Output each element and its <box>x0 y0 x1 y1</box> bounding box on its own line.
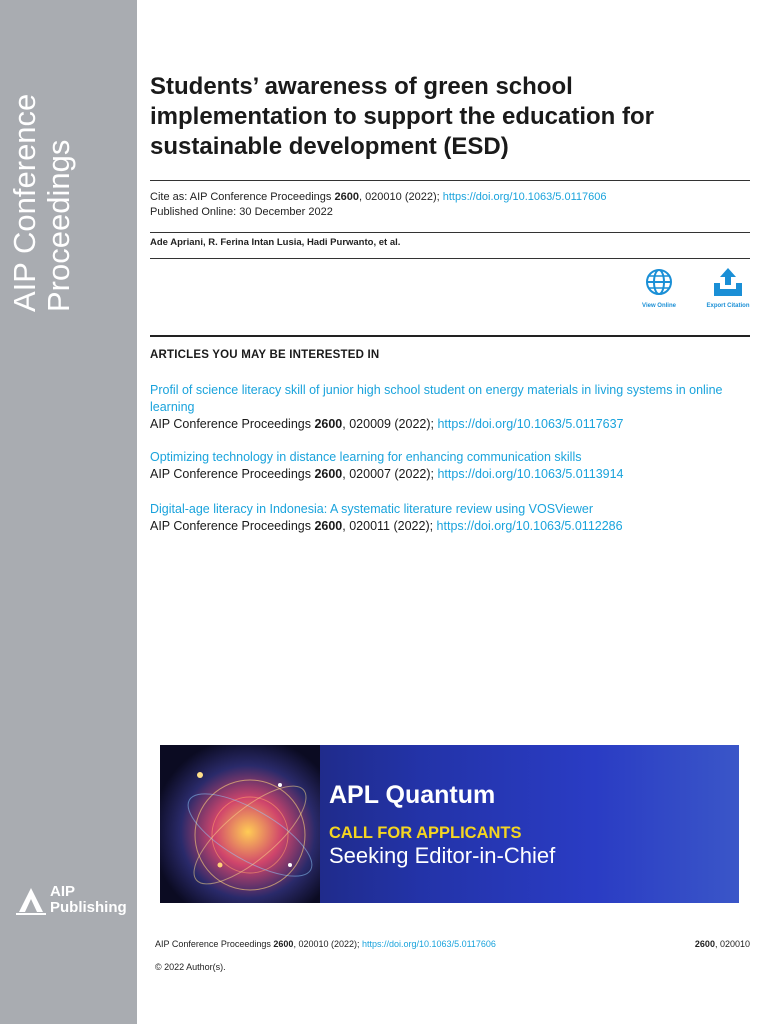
journal-sidebar <box>0 0 137 1024</box>
published-date: Published Online: 30 December 2022 <box>150 206 333 218</box>
divider <box>150 232 750 233</box>
advertisement-banner[interactable] <box>160 745 739 903</box>
copyright: © 2022 Author(s). <box>155 962 226 972</box>
cite-volume: 2600 <box>314 417 343 431</box>
cite-prefix: AIP Conference Proceedings <box>150 467 315 481</box>
cite-volume: 2600 <box>314 519 343 533</box>
footer-page-id <box>695 939 750 949</box>
cite-suffix: , 020007 (2022); <box>342 467 438 481</box>
journal-name-line2: Proceedings <box>41 139 76 312</box>
cite-suffix: , 020011 (2022); <box>342 519 437 533</box>
journal-name <box>8 42 76 312</box>
cite-volume: 2600 <box>314 467 343 481</box>
article-title: Students’ awareness of green school implementation to support the education for sustainable development (ESD) <box>150 73 654 160</box>
cite-suffix: , 020010 (2022); <box>358 191 443 203</box>
footer-volume: 2600 <box>694 939 715 949</box>
cite-volume: 2600 <box>273 939 294 949</box>
banner-journal: APL Quantum <box>329 781 496 809</box>
related-article-doi-link[interactable]: https://doi.org/10.1063/5.0117637 <box>437 417 624 431</box>
banner-call: CALL FOR APPLICANTS <box>329 824 522 842</box>
cite-prefix: Cite as: AIP Conference Proceedings <box>150 191 335 203</box>
related-article-title[interactable]: Profil of science literacy skill of junior high school student on energy materials in living systems in online learning <box>150 383 723 414</box>
related-article <box>150 501 750 535</box>
cite-suffix: , 020009 (2022); <box>342 417 438 431</box>
export-citation-button[interactable] <box>698 267 758 309</box>
cite-prefix: AIP Conference Proceedings <box>150 417 315 431</box>
related-article-doi-link[interactable]: https://doi.org/10.1063/5.0112286 <box>436 519 623 533</box>
aip-logo-icon <box>16 886 46 916</box>
divider <box>150 258 750 259</box>
cite-prefix: AIP Conference Proceedings <box>150 519 315 533</box>
divider <box>150 335 750 337</box>
cite-as <box>150 190 606 205</box>
related-article-title[interactable]: Digital-age literacy in Indonesia: A systematic literature review using VOSViewer <box>150 502 594 516</box>
view-online-button[interactable] <box>629 267 689 309</box>
export-icon <box>712 267 744 297</box>
cite-suffix: , 020010 (2022); <box>293 939 362 949</box>
publisher-line2: Publishing <box>50 899 127 916</box>
footer-citation <box>155 939 496 949</box>
quantum-art-image <box>160 745 320 903</box>
related-articles-heading: ARTICLES YOU MAY BE INTERESTED IN <box>150 349 380 361</box>
aip-publishing-logo[interactable] <box>16 884 136 920</box>
related-article <box>150 382 750 433</box>
article-doi-link[interactable]: https://doi.org/10.1063/5.0117606 <box>442 191 607 203</box>
publisher-line1: AIP <box>50 883 76 900</box>
cite-prefix: AIP Conference Proceedings <box>155 939 274 949</box>
related-article-cite <box>150 416 750 433</box>
related-article <box>150 449 750 483</box>
related-article-title[interactable]: Optimizing technology in distance learning for enhancing communication skills <box>150 450 582 464</box>
authors[interactable]: Ade Apriani, R. Ferina Intan Lusia, Hadi Purwanto, et al. <box>150 237 401 248</box>
banner-role: Seeking Editor-in-Chief <box>329 843 556 868</box>
footer-doi-link[interactable]: https://doi.org/10.1063/5.0117606 <box>362 939 496 949</box>
journal-name-line1: AIP Conference <box>7 93 42 312</box>
divider <box>150 180 750 181</box>
view-online-label: View Online <box>642 303 676 309</box>
related-article-doi-link[interactable]: https://doi.org/10.1063/5.0113914 <box>437 467 624 481</box>
globe-icon <box>644 267 674 297</box>
footer-article-number: , 020010 <box>714 939 750 949</box>
related-article-cite <box>150 518 750 535</box>
cite-volume: 2600 <box>334 191 359 203</box>
related-article-cite <box>150 466 750 483</box>
export-citation-label: Export Citation <box>706 303 750 309</box>
